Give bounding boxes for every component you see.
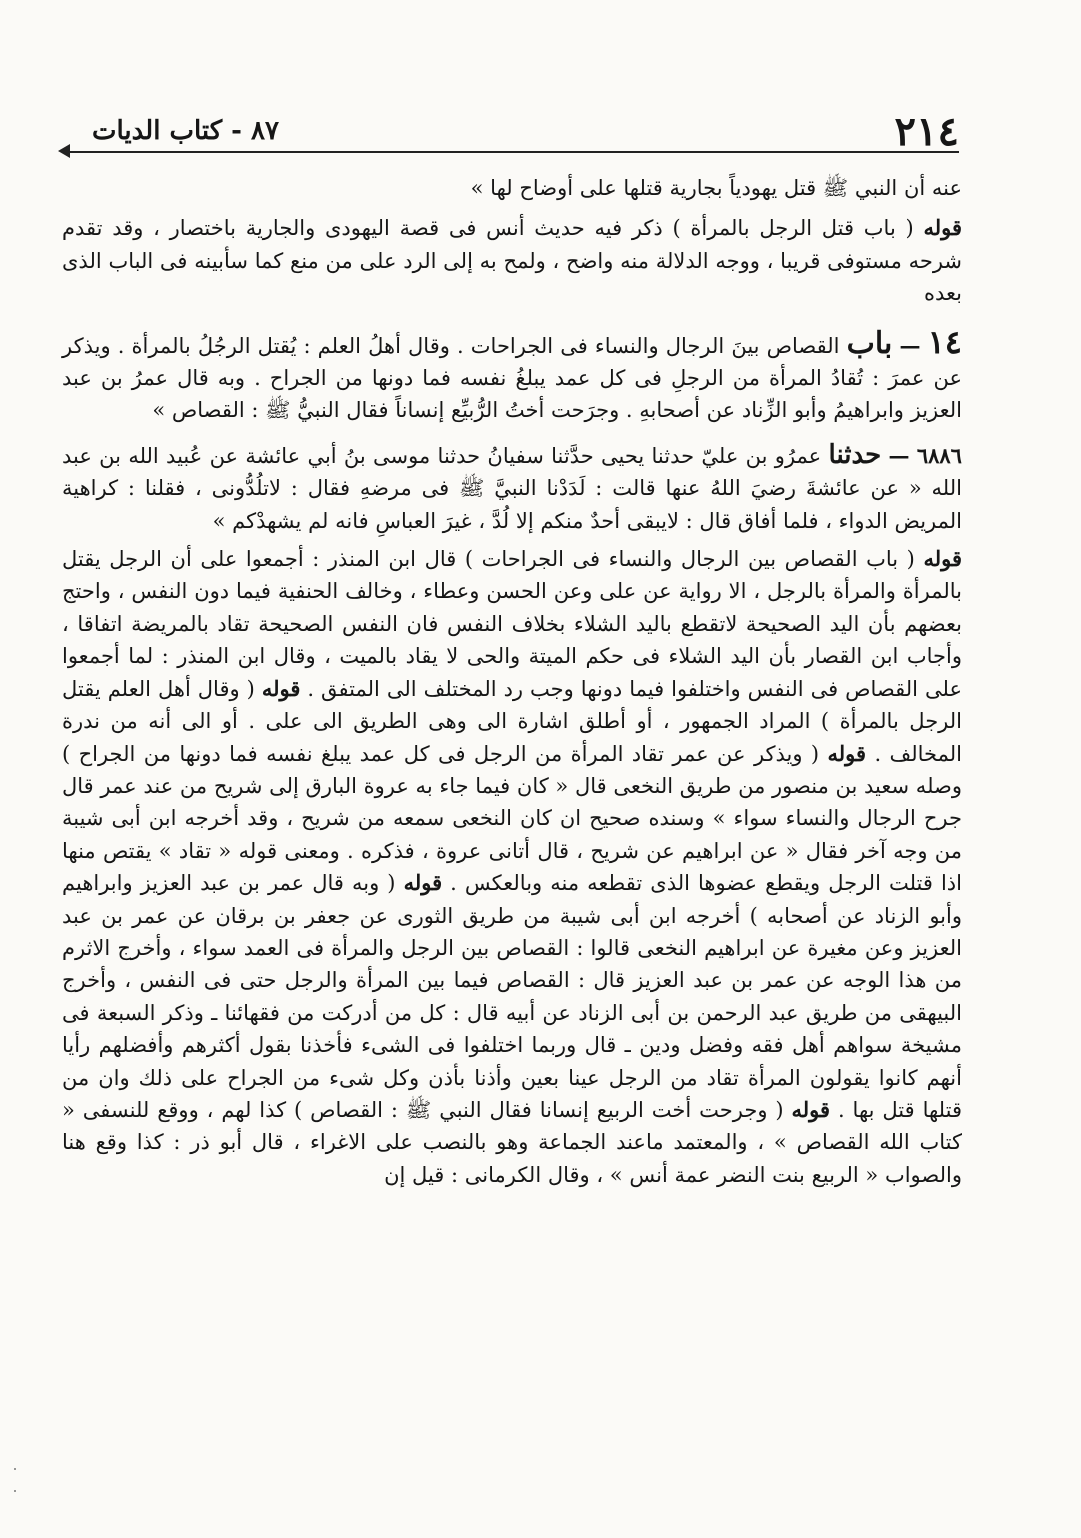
body-text — [62, 172, 962, 1191]
qawluh-keyword: قوله — [403, 870, 443, 896]
qawluh-keyword: قوله — [827, 740, 867, 766]
qawluh-keyword: قوله — [923, 546, 962, 572]
qawluh-keyword: قوله — [923, 215, 962, 241]
margin-speck — [14, 1468, 16, 1470]
bab-label: باب — [846, 325, 893, 361]
paragraph-text: ( باب قتل الرجل بالمرأة ) ذكر فيه حديث أنس فى قصة اليهودى والجارية باختصار ، وقد تقدم شرحه مستوفى قريبا ، ووجه الدلالة منه واضح ، ولمح به إلى الرد على من منع كما سأبينه فى الباب الذى بعده — [62, 216, 962, 306]
hadith-paragraph — [62, 439, 962, 537]
commentary-text: ( ويذكر عن عمر تقاد المرأة من الرجل فى كل عمد يبلغ نفسه فما دونها من الجراح ) وصله سعيد بن منصور من طريق النخعى قال « كان فيما جاء به عروة البارق إلى شريح من عند عمر قال جرح الرجال والنساء سواء » وسنده صحيح ان كان النخعى سمعه من شريح ، وقد أخرجه ابن أبى شيبة من وجه آخر فقال « عن ابراهيم عن شريح ، قال أتانى عروة ، فذكره . ومعنى قوله « تقاد » يقتص منها اذا قتلت الرجل ويقطع عضوها الذى تقطعه منه وبالعكس . — [62, 741, 962, 896]
chapter-heading — [62, 322, 962, 427]
chapter-number: ١٤ — [927, 322, 962, 361]
hadith-number: ٦٨٨٦ — [916, 442, 962, 468]
commentary-text: ( وبه قال عمر بن عبد العزيز وابراهيم وأبو الزناد عن أصحابه ) أخرجه ابن أبى شيبة من طريق الثورى عن جعفر بن برقان عن عمر بن عبد العزيز وعن مغيرة عن ابراهيم النخعى قالوا : القصاص بين الرجل والمرأة فى العمد سواء ، وأخرج الاثرم من هذا الوجه عن عمر بن عبد العزيز قال : القصاص فيما بين المرأة والرجل حتى فى النفس ، وأخرج البيهقى من طريق عبد الرحمن بن أبى الزناد عن أبيه قال : كل من أدركت من فقهائنا ـ وذكر السبعة فى مشيخة سواهم أهل فقه وفضل ودين ـ قال وربما اختلفوا فى الشىء فأخذنا بقول أكثرهم وأفضلهم رأيا أنهم كانوا يقولون المرأة تقاد من الرجل عينا بعين وأذنا بأذن وكل شىء من الجراح على ذلك وان من قتلها قتل بها . — [62, 871, 962, 1122]
chapter-text: القصاص بينَ الرجال والنساء فى الجراحات . وقال أهلُ العلم : يُقتل الرجُلُ بالمرأة . ويذكر عن عمرَ : تُقادُ المرأة من الرجلِ فى كل عمد يبلغُ نفسه فما دونها من الجراح . وبه قال عمرُ بن عبد العزيز وابراهيمُ وأبو الزِّناد عن أصحابهِ . وجرَحت أختُ الرُّبيِّع إنساناً فقال النبيُّ ﷺ : القصاص » — [62, 333, 962, 423]
commentary-text: ( باب القصاص بين الرجال والنساء فى الجراحات ) قال ابن المنذر : أجمعوا على أن الرجل يقتل بالمرأة والمرأة بالرجل ، الا رواية عن على وعن الحسن وعطاء ، وخالف الحنفية فيما دون النفس ، واحتج بعضهم بأن اليد الصحيحة لاتقطع باليد الشلاء بخلاف النفس فان النفس الصحيحة تقاد بالمريضة اتفاقا ، وأجاب ابن القصار بأن اليد الشلاء فى حكم الميتة والحى لا يقاد بالميت ، وقال ابن المنذر : لما أجمعوا على القصاص فى النفس واختلفوا فيما دونها وجب رد المختلف الى المتفق . — [62, 547, 962, 701]
header-rule — [64, 151, 959, 153]
running-title: ٨٧ - كتاب الديات — [92, 116, 279, 146]
hadith-dash: — — [888, 442, 910, 468]
commentary-paragraph-2 — [62, 543, 962, 1191]
rule-arrow-ornament — [58, 144, 70, 158]
hadith-text: عمرُو بن عليّ حدثنا يحيى حدَّثنا سفيانُ حدثنا موسى بنُ أبي عائشة عن عُبيد الله بن عبد الله « عن عائشةَ رضيَ اللهُ عنها قالت : لَدَدْنا النبيَّ ﷺ فى مرضهِ فقال : لاتلُدُّونى ، فقلنا : كراهية المريض الدواء ، فلما أفاق قال : لايبقى أحدٌ منكم إلا لُدَّ ، غيرَ العباسِ فانه لم يشهدْكم » — [62, 443, 962, 533]
qawluh-keyword: قوله — [791, 1096, 831, 1122]
qawluh-keyword: قوله — [261, 675, 301, 701]
commentary-paragraph-1 — [62, 212, 962, 309]
commentary-text: ( وقال أهل العلم يقتل الرجل بالمرأة ) المراد الجمهور ، أو أطلق اشارة الى وهى الطريق الى على . أو الى أنه من ندرة المخالف . — [62, 676, 962, 766]
page-number: ٢١٤ — [894, 108, 959, 155]
margin-speck — [14, 1490, 16, 1492]
commentary-text: ( وجرحت أخت الربيع إنسانا فقال النبي ﷺ : القصاص ) كذا لهم ، ووقع للنسفى « كتاب الله القصاص » ، والمعتمد ماعند الجماعة وهو بالنصب على الاغراء ، قال أبو ذر : كذا وقع هنا والصواب « الربيع بنت النضر عمة أنس » ، وقال الكرمانى : قيل إن — [62, 1097, 962, 1187]
haddathana-label: حدثنا — [828, 439, 882, 470]
chapter-dash: — — [899, 332, 921, 358]
intro-line: عنه أن النبي ﷺ قتل يهودياً بجارية قتلها على أوضاح لها » — [470, 176, 962, 200]
